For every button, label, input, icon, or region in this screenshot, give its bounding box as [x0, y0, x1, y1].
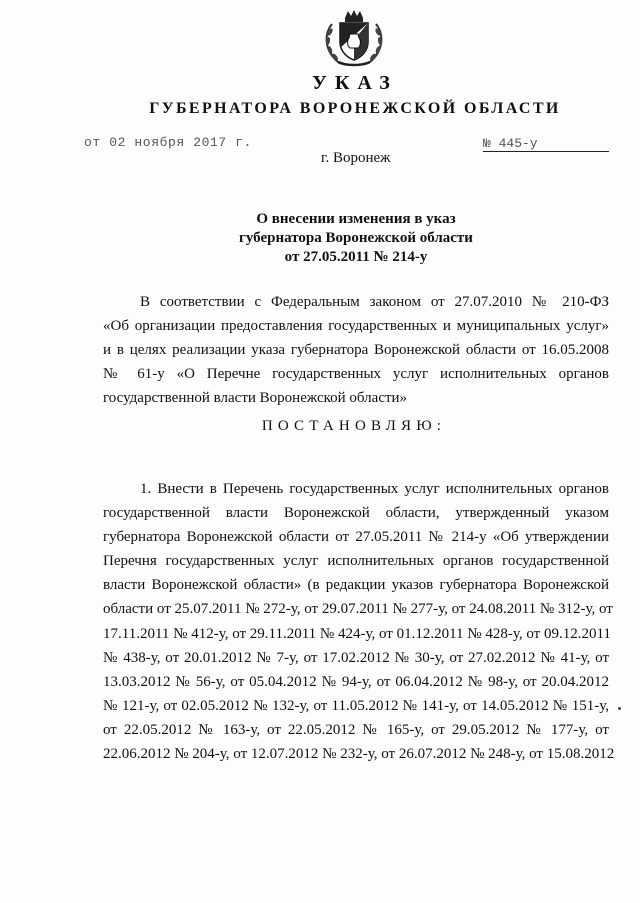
point-1-paragraph [103, 477, 615, 766]
paragraph-line: № 61-у «О Перечне государственных услуг исполнительных органов [103, 366, 609, 383]
paragraph-line: «Об организации предоставления государственных и муниципальных услуг» [103, 318, 609, 335]
number-stamp: № 445-у [483, 137, 609, 152]
paragraph-line: 1. Внести в Перечень государственных услуг исполнительных органов [140, 481, 609, 497]
preamble-paragraph [103, 290, 609, 410]
paragraph-line: № 121-у, от 02.05.2012 № 132-у, от 11.05.2012 № 141-у, от 14.05.2012 № 151-у, [103, 697, 609, 714]
paragraph-line: власти Воронежской области» (в редакции указов губернатора Воронежской [103, 577, 609, 594]
paragraph-line: 17.11.2011 № 412-у, от 29.11.2011 № 424-у, от 01.12.2011 № 428-у, от 09.12.2011 [103, 625, 611, 642]
paragraph-line: государственной власти Воронежской области, утвержденный указом [103, 505, 609, 522]
paragraph-line: Перечня государственных услуг исполнительных органов государственной [103, 553, 609, 570]
voronezh-coat-of-arms-icon [318, 8, 390, 70]
document-title: УКАЗ [312, 72, 398, 94]
paragraph-line: и в целях реализации указа губернатора Воронежской области от 16.05.2008 [103, 342, 609, 359]
heading-line: О внесении изменения в указ [256, 211, 456, 227]
paragraph-line: государственной власти Воронежской области» [103, 390, 408, 407]
scan-speck [618, 707, 621, 710]
paragraph-line: № 438-у, от 20.01.2012 № 7-у, от 17.02.2012 № 30-у, от 27.02.2012 № 41-у, от [103, 649, 609, 666]
heading-line: губернатора Воронежской области [239, 230, 473, 246]
paragraph-line: В соответствии с Федеральным законом от 27.07.2010 № 210-ФЗ [140, 294, 609, 310]
decree-heading [0, 210, 640, 267]
city-label: г. Воронеж [321, 150, 391, 166]
paragraph-line: области от 25.07.2011 № 272-у, от 29.07.2011 № 277-у, от 24.08.2011 № 312-у, от [103, 601, 613, 618]
heading-line: от 27.05.2011 № 214-у [284, 249, 428, 265]
paragraph-line: губернатора Воронежской области от 27.05.2011 № 214-у «Об утверждении [103, 529, 609, 546]
document-issuer: ГУБЕРНАТОРА ВОРОНЕЖСКОЙ ОБЛАСТИ [149, 100, 561, 117]
paragraph-line: 22.06.2012 № 204-у, от 12.07.2012 № 232-у, от 26.07.2012 № 248-у, от 15.08.2012 [103, 746, 615, 763]
resolve-word: ПОСТАНОВЛЯЮ: [261, 418, 447, 434]
paragraph-line: 13.03.2012 № 56-у, от 05.04.2012 № 94-у, от 06.04.2012 № 98-у, от 20.04.2012 [103, 673, 609, 690]
date-stamp: от 02 ноября 2017 г. [84, 135, 253, 150]
paragraph-line: от 22.05.2012 № 163-у, от 22.05.2012 № 165-у, от 29.05.2012 № 177-у, от [103, 721, 609, 738]
